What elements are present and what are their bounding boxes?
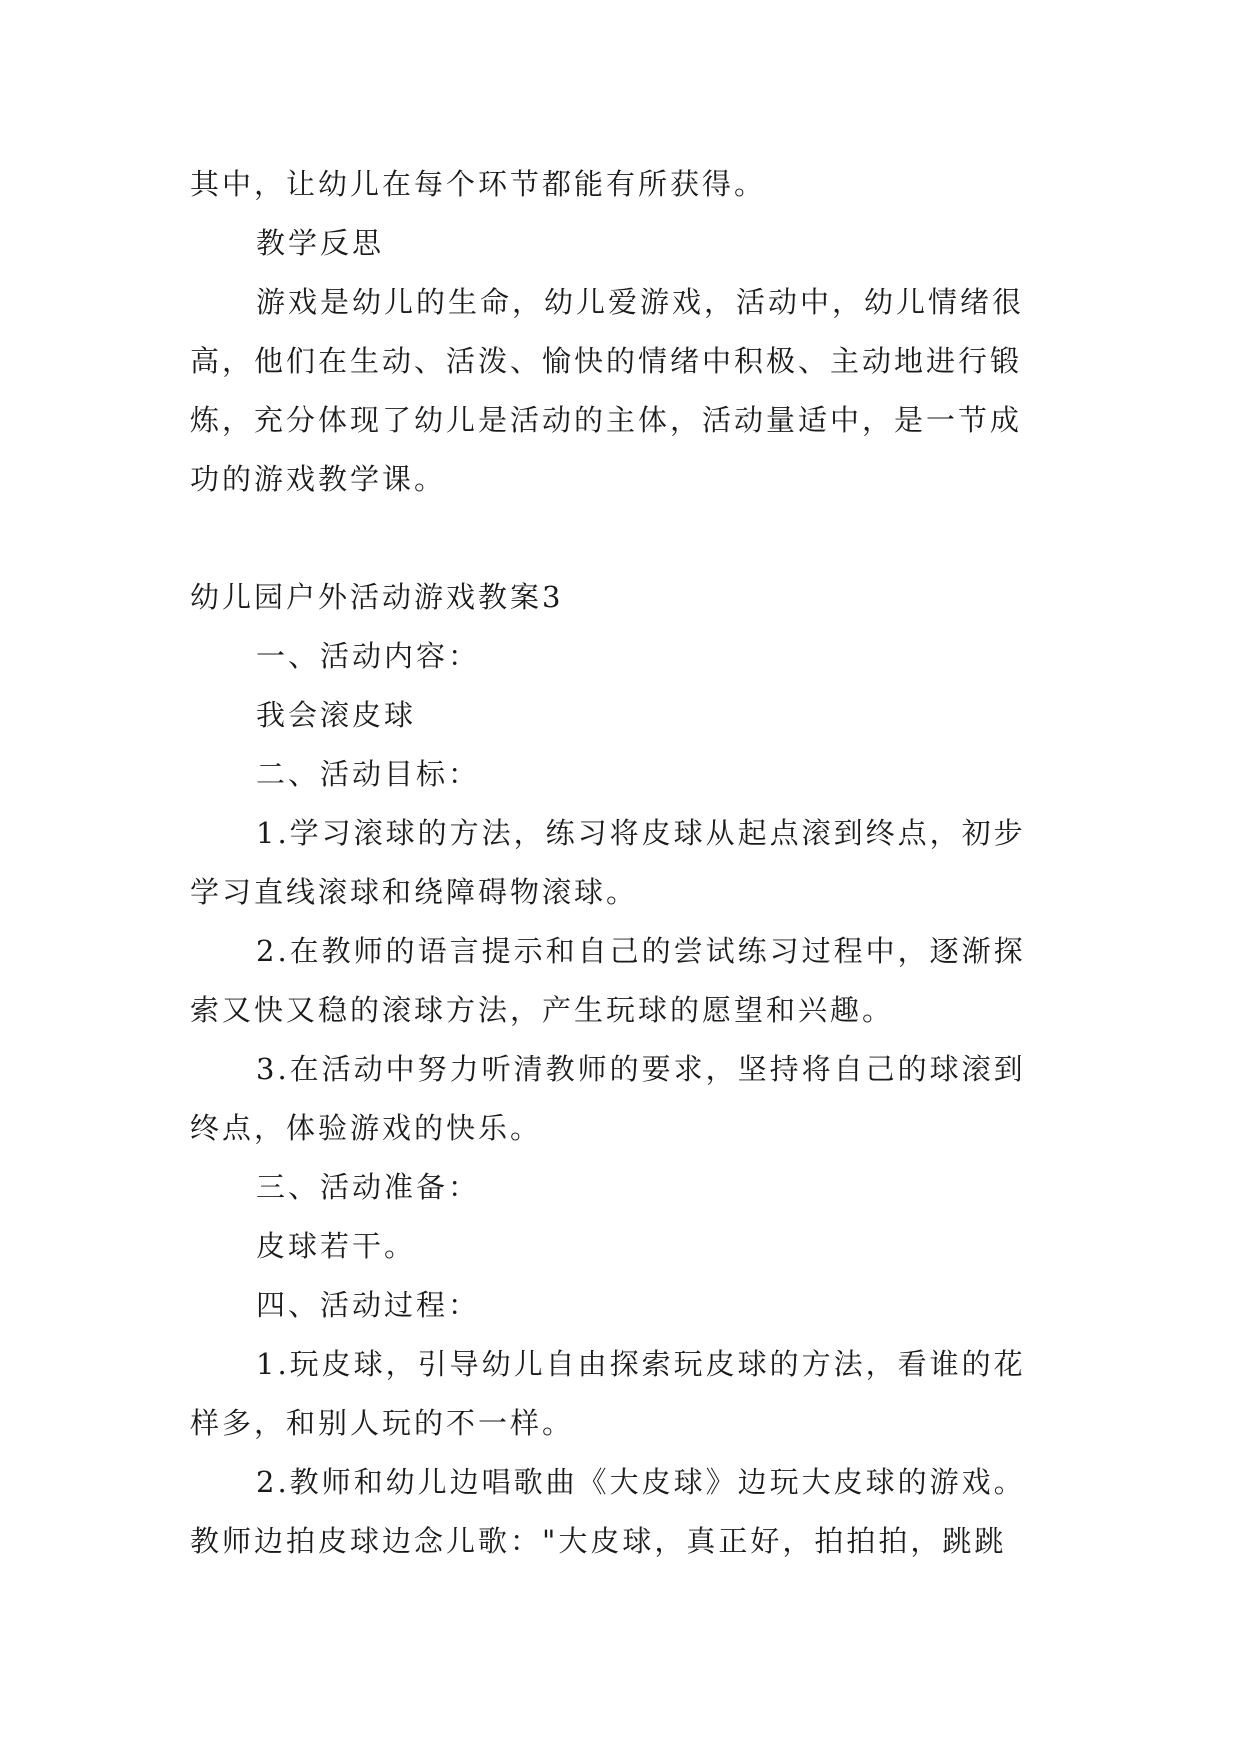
goal-3-line: 3.在活动中努力听清教师的要求，坚持将自己的球滚到 — [256, 1052, 1026, 1086]
process-step-2-line: 教师边拍皮球边念儿歌："大皮球，真正好，拍拍拍，跳跳 — [190, 1524, 1007, 1558]
activity-prep-heading: 三、活动准备： — [256, 1170, 481, 1204]
process-step-1-line: 样多，和别人玩的不一样。 — [190, 1406, 575, 1440]
goal-1-line: 1.学习滚球的方法，练习将皮球从起点滚到终点，初步 — [256, 816, 1026, 850]
reflection-paragraph-line: 高，他们在生动、活泼、愉快的情绪中积极、主动地进行锻 — [190, 344, 1023, 378]
section-heading-reflection: 教学反思 — [256, 226, 385, 260]
goal-2-line: 2.在教师的语言提示和自己的尝试练习过程中，逐渐探 — [256, 934, 1026, 968]
activity-content-text: 我会滚皮球 — [256, 698, 417, 732]
reflection-paragraph-line: 功的游戏教学课。 — [190, 462, 447, 496]
goal-3-line: 终点，体验游戏的快乐。 — [190, 1111, 543, 1145]
goal-1-line: 学习直线滚球和绕障碍物滚球。 — [190, 875, 639, 909]
activity-process-heading: 四、活动过程： — [256, 1288, 481, 1322]
activity-prep-text: 皮球若干。 — [256, 1229, 417, 1263]
process-step-2-line: 2.教师和幼儿边唱歌曲《大皮球》边玩大皮球的游戏。 — [256, 1465, 1026, 1499]
lesson-title: 幼儿园户外活动游戏教案3 — [190, 580, 564, 614]
activity-content-heading: 一、活动内容： — [256, 639, 481, 673]
reflection-paragraph-line: 炼，充分体现了幼儿是活动的主体，活动量适中，是一节成 — [190, 403, 1023, 437]
process-step-1-line: 1.玩皮球，引导幼儿自由探索玩皮球的方法，看谁的花 — [256, 1347, 1026, 1381]
paragraph-continuation: 其中，让幼儿在每个环节都能有所获得。 — [190, 167, 767, 201]
goal-2-line: 索又快又稳的滚球方法，产生玩球的愿望和兴趣。 — [190, 993, 895, 1027]
reflection-paragraph-line: 游戏是幼儿的生命，幼儿爱游戏，活动中，幼儿情绪很 — [256, 285, 1025, 319]
activity-goals-heading: 二、活动目标： — [256, 757, 481, 791]
